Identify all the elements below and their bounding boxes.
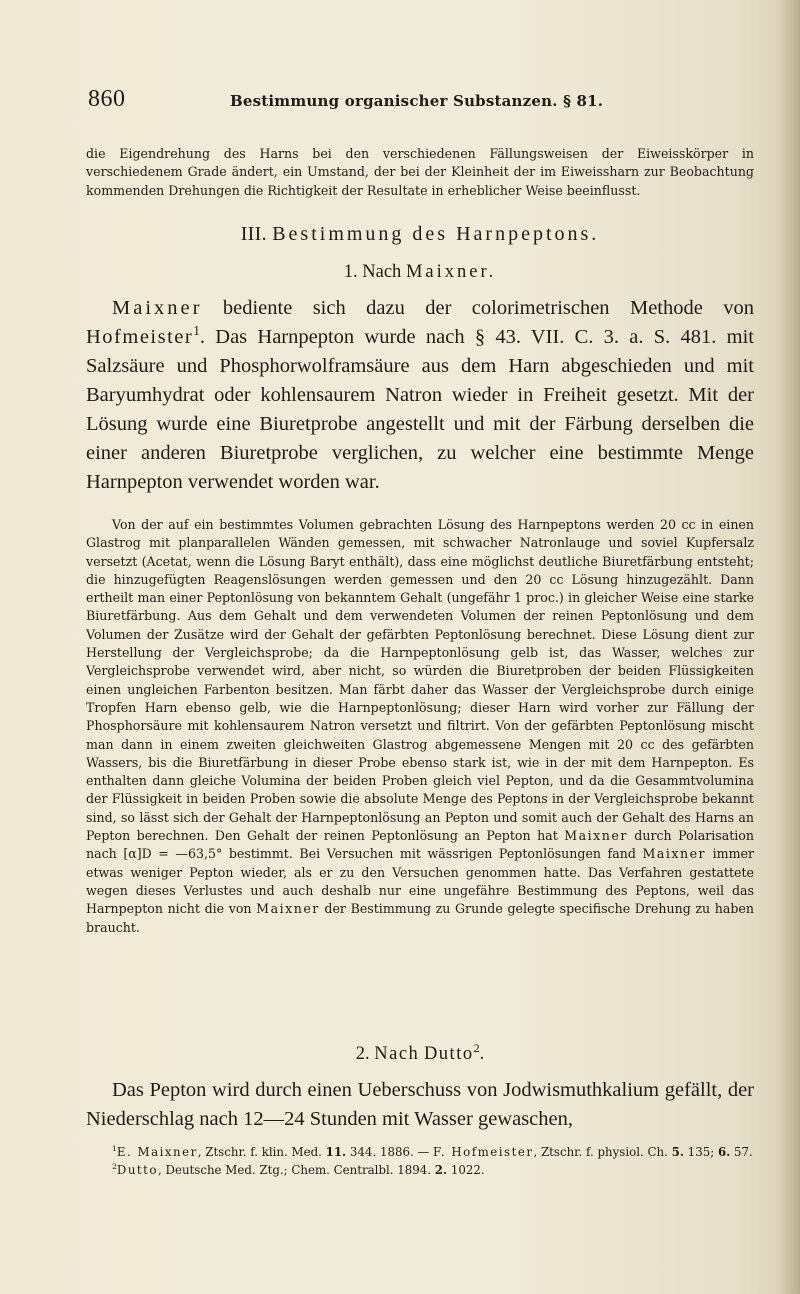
footnote-author: Dutto bbox=[116, 1162, 159, 1177]
footnote-text: 135; bbox=[683, 1145, 718, 1159]
subsection-heading-1 bbox=[86, 262, 754, 283]
subsection-number: 1. bbox=[343, 262, 358, 282]
intro-paragraph: die Eigendrehung des Harns bei den verschiedenen Fällungsweisen der Eiweisskörper in verschiedenem Grade ändert, ein Umstand, der bei der Kleinheit der im Eiweissharn zur Beobachtung kommenden Drehungen die Richtigkeit der Resultate in erheblicher Weise beeinflusst. bbox=[86, 146, 754, 198]
author-name: Maixner bbox=[256, 901, 320, 917]
footnote-text: 1022. bbox=[447, 1162, 485, 1177]
section-number: III. bbox=[240, 223, 267, 245]
footnote-marker: 2 bbox=[112, 1161, 117, 1171]
footnote-text: 344. 1886. — bbox=[346, 1145, 434, 1159]
page-number: 860 bbox=[88, 86, 126, 112]
section-title: Bestimmung des Harnpeptons. bbox=[272, 223, 600, 245]
footnote-author: F. Hofmeister bbox=[433, 1145, 534, 1159]
footnote-marker: 1 bbox=[193, 323, 200, 339]
footnote-text: , Ztschr. f. physiol. Ch. bbox=[533, 1145, 672, 1159]
method-detail-paragraph bbox=[86, 516, 754, 937]
subsection-lead: Nach bbox=[374, 1044, 420, 1064]
footnote-text: , Deutsche Med. Ztg.; Chem. Centralbl. 1894. bbox=[158, 1162, 435, 1177]
running-head: Bestimmung organischer Substanzen. § 81. bbox=[230, 92, 604, 110]
footnote-author: E. Maixner bbox=[116, 1145, 198, 1159]
subsection-author: Maixner. bbox=[405, 262, 497, 282]
footnote-volume: 11. bbox=[325, 1145, 347, 1159]
footnote-volume: 6. bbox=[717, 1145, 731, 1159]
section-heading bbox=[86, 223, 754, 246]
footnote-volume: 5. bbox=[671, 1145, 684, 1159]
footnote-2 bbox=[86, 1162, 754, 1180]
author-name: Maixner bbox=[564, 828, 628, 844]
final-paragraph: Das Pepton wird durch einen Ueberschuss von Jodwismuthkalium gefällt, der Niederschlag nach 12—24 Stunden mit Wasser gewaschen, bbox=[86, 1079, 754, 1130]
page-edge-shadow bbox=[778, 0, 800, 1294]
subsection-end: . bbox=[479, 1044, 485, 1064]
page-header bbox=[88, 86, 748, 118]
paragraph-text: bediente sich dazu der colorimetrischen Methode von bbox=[202, 297, 754, 319]
paragraph-text: der Bestimmung zu Grunde gelegte specifische Drehung zu haben braucht. bbox=[86, 901, 754, 935]
subsection-lead: Nach bbox=[362, 262, 402, 282]
author-name: Hofmeister bbox=[86, 326, 194, 348]
subsection-heading-2 bbox=[86, 1040, 754, 1065]
paragraph-text: Von der auf ein bestimmtes Volumen gebrachten Lösung des Harnpeptons werden 20 cc in einen Glastrog mit planparallelen Wänden gemessen, mit schwacher Natronlauge und soviel Kupfersalz versetzt (Acetat, wenn die Lösung Baryt enthält), dass eine möglichst deutliche Biuretfärbung entsteht; die hinzugefügten Reagenslösungen werden gemessen und den 20 cc Lösung hinzugezählt. Dann ertheilt man einer Peptonlösung von bekanntem Gehalt (ungefähr 1 proc.) in gleicher Weise eine starke Biuretfärbung. Aus dem Gehalt und dem verwendeten Volumen der reinen Peptonlösung und dem Volumen der Zusätze wird der Gehalt der gefärbten Peptonlösung berechnet. Diese Lösung dient zur Herstellung der Vergleichsprobe; da die Harnpeptonlösung gelb ist, das Wasser, welches zur Vergleichsprobe verwendet wird, aber nicht, so würden die Biuretproben der beiden Flüssigkeiten einen ungleichen Farbenton besitzen. Man färbt daher das Wasser der Vergleichsprobe durch einige Tropfen Harn ebenso gelb, wie die Harnpeptonlösung; dieser Harn wird vorher zur Fällung der Phosphorsäure mit kohlensaurem Natron versetzt und filtrirt. Von der gefärbten Peptonlösung mischt man dann in einem zweiten gleichweiten Glastrog abgemessene Mengen mit 20 cc des gefärbten Wassers, bis die Biuretfärbung in dieser Probe ebenso stark ist, wie in der mit dem Harnpepton. Es enthalten dann gleiche Volumina der beiden Proben gleich viel Pepton, und da die Gesammtvolumina der Flüssigkeit in beiden Proben sowie die absolute Menge des Peptons in der Vergleichsprobe bekannt sind, so lässt sich der Gehalt der Harnpeptonlösung an Pepton und somit auch der Gehalt des Harns an Pepton berechnen. Den Gehalt der reinen Peptonlösung an Pepton hat bbox=[86, 517, 754, 844]
paragraph-text: durch Polarisation nach [α]D = —63,5° bestimmt. Bei Versuchen mit wässrigen Peptonlösungen fand bbox=[86, 828, 755, 862]
footnotes bbox=[86, 1144, 754, 1179]
author-name: Maixner bbox=[642, 846, 707, 862]
main-paragraph bbox=[86, 294, 754, 497]
footnote-text: , Ztschr. f. klin. Med. bbox=[197, 1145, 326, 1159]
subsection-number: 2. bbox=[355, 1044, 370, 1064]
footnote-marker: 2 bbox=[473, 1040, 480, 1055]
subsection-author: Dutto bbox=[423, 1044, 474, 1064]
footnote-text: 57. bbox=[730, 1145, 753, 1159]
paragraph-text: . Das Harnpepton wurde nach § 43. VII. C. 3. a. S. 481. mit Salzsäure und Phosphorwolframsäure aus dem Harn abgeschieden und mit Baryumhydrat oder kohlensaurem Natron wieder in Freiheit gesetzt. Mit der Lösung wurde eine Biuretprobe angestellt und mit der Färbung derselben die einer anderen Biuretprobe verglichen, zu welcher eine bestimmte Menge Harnpepton verwendet worden war. bbox=[86, 326, 754, 493]
footnote-marker: 1 bbox=[112, 1144, 117, 1154]
footnote-volume: 2. bbox=[434, 1162, 448, 1177]
paragraph-text: immer etwas weniger Pepton wieder, als er zu den Versuchen genommen hatte. Das Verfahren gestattete wegen dieses Verlustes und auch deshalb nur eine ungefähre Bestimmung des Peptons, weil das Harnpepton nicht die von bbox=[86, 846, 754, 917]
footnote-1 bbox=[86, 1144, 754, 1162]
author-name: Maixner bbox=[112, 297, 203, 319]
